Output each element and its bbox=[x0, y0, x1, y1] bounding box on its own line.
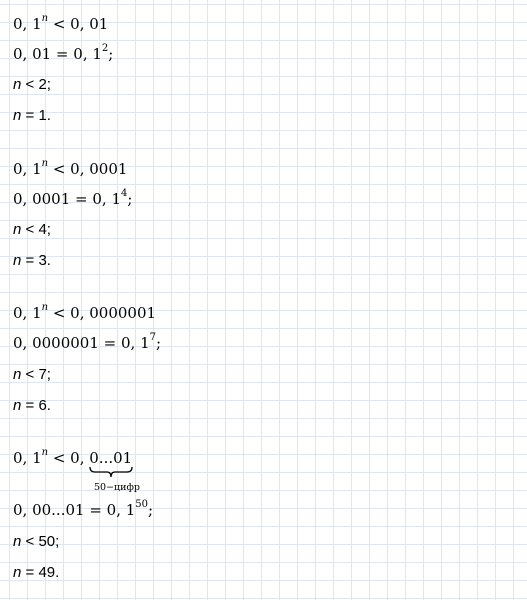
ineq-rel: < 0, bbox=[48, 449, 90, 467]
var-n: n bbox=[13, 221, 22, 238]
answer-rest: = 6. bbox=[21, 397, 51, 414]
bound-rest: < 50; bbox=[21, 533, 60, 550]
var-n: n bbox=[13, 107, 22, 124]
answer-rest: = 3. bbox=[21, 252, 51, 269]
eq-exponent: 2 bbox=[101, 43, 109, 54]
underbrace-icon bbox=[89, 466, 133, 478]
eq-lhs: 0, 00...01 = 0, 1 bbox=[13, 501, 136, 519]
var-n: n bbox=[13, 76, 22, 93]
eq-end: ; bbox=[148, 501, 154, 519]
var-n: n bbox=[13, 397, 22, 414]
eq-lhs: 0, 0001 = 0, 1 bbox=[13, 190, 121, 208]
block2-answer bbox=[13, 252, 51, 270]
eq-exponent: 7 bbox=[149, 332, 156, 343]
braced-digits: 0...01 bbox=[89, 449, 133, 467]
block2-bound bbox=[13, 221, 51, 239]
var-n: n bbox=[13, 366, 22, 383]
block1-bound bbox=[13, 76, 51, 94]
ineq-lhs: 0, 1 bbox=[13, 304, 42, 322]
block2-inequality bbox=[13, 160, 127, 178]
block3-equation bbox=[13, 334, 161, 352]
ineq-exponent: n bbox=[41, 302, 49, 313]
ineq-exponent: n bbox=[41, 13, 49, 24]
block2-equation bbox=[13, 190, 132, 208]
ineq-lhs: 0, 1 bbox=[13, 160, 42, 178]
eq-end: ; bbox=[127, 190, 133, 208]
ineq-exponent: n bbox=[41, 158, 49, 169]
block1-answer bbox=[13, 107, 51, 125]
underbrace-label: 50−цифр bbox=[94, 482, 141, 493]
var-n: n bbox=[13, 533, 22, 550]
bound-rest: < 7; bbox=[21, 366, 51, 383]
block4-bound bbox=[13, 533, 59, 551]
eq-lhs: 0, 01 = 0, 1 bbox=[13, 45, 102, 63]
eq-end: ; bbox=[156, 334, 162, 352]
var-n: n bbox=[13, 252, 22, 269]
block3-bound bbox=[13, 366, 51, 384]
eq-lhs: 0, 0000001 = 0, 1 bbox=[13, 334, 150, 352]
block1-inequality bbox=[13, 15, 108, 33]
answer-rest: = 49. bbox=[21, 564, 60, 581]
block4-equation bbox=[13, 501, 153, 519]
ineq-exponent: n bbox=[41, 447, 49, 458]
ineq-rel: < 0, 0001 bbox=[48, 160, 128, 178]
var-n: n bbox=[13, 564, 22, 581]
ineq-rel: < 0, 0000001 bbox=[48, 304, 157, 322]
block3-inequality bbox=[13, 304, 156, 322]
ineq-lhs: 0, 1 bbox=[13, 449, 42, 467]
block1-equation bbox=[13, 45, 113, 63]
ineq-rel: < 0, 01 bbox=[48, 15, 109, 33]
block3-answer bbox=[13, 397, 51, 415]
ineq-lhs: 0, 1 bbox=[13, 15, 42, 33]
block4-inequality bbox=[13, 449, 132, 467]
block4-answer bbox=[13, 564, 59, 582]
eq-exponent: 50 bbox=[135, 499, 149, 510]
bound-rest: < 4; bbox=[21, 221, 51, 238]
underbrace-group bbox=[89, 449, 132, 467]
eq-exponent: 4 bbox=[120, 188, 128, 199]
eq-end: ; bbox=[108, 45, 114, 63]
answer-rest: = 1. bbox=[21, 107, 51, 124]
bound-rest: < 2; bbox=[21, 76, 51, 93]
